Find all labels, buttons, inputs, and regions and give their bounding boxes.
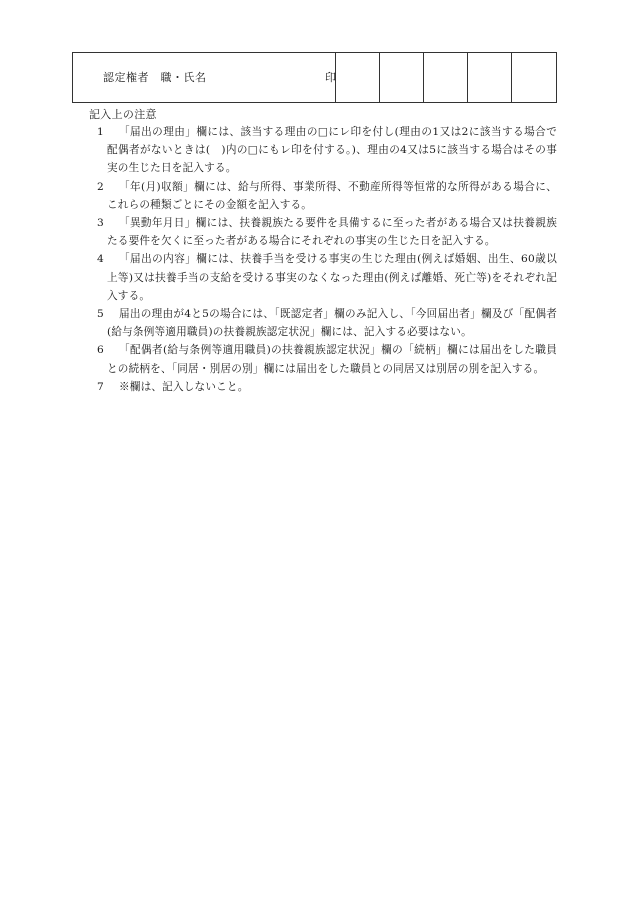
note-item xyxy=(97,214,557,250)
note-number: 4 xyxy=(97,253,104,266)
certifier-cell xyxy=(73,53,336,102)
note-item xyxy=(97,378,557,396)
stamp-box[interactable] xyxy=(468,53,512,102)
note-text: 「年(月)収額」欄には、給与所得、事業所得、不動産所得等恒常的な所得がある場合に、これらの種類ごとにその金額を記入する。 xyxy=(107,180,557,211)
note-number: 5 xyxy=(97,308,104,321)
stamp-box[interactable] xyxy=(512,53,556,102)
certifier-label: 認定権者 職・氏名 xyxy=(103,71,207,84)
notes-list xyxy=(97,123,557,396)
note-number: 6 xyxy=(97,344,104,357)
note-number: 3 xyxy=(97,217,104,230)
note-text: 「届出の理由」欄には、該当する理由の□にレ印を付し(理由の1又は2に該当する場合で配偶者がないときは( )内の□にもレ印を付する。)、理由の4又は5に該当する場合はその事実の生じた日を記入する。 xyxy=(107,126,557,175)
note-text: ※欄は、記入しないこと。 xyxy=(119,380,249,393)
stamp-box[interactable] xyxy=(336,53,380,102)
note-number: 2 xyxy=(97,180,104,193)
note-item xyxy=(97,305,557,341)
note-number: 7 xyxy=(97,380,104,393)
note-text: 「配偶者(給与条例等適用職員)の扶養親族認定状況」欄の「続柄」欄には届出をした職員との続柄を、「同居・別居の別」欄には届出をした職員との同居又は別居の別を記入する。 xyxy=(107,344,557,375)
notes-heading: 記入上の注意 xyxy=(89,108,157,121)
seal-mark: 印 xyxy=(325,71,336,84)
certifier-table xyxy=(72,52,557,103)
stamp-box[interactable] xyxy=(424,53,468,102)
note-item xyxy=(97,341,557,377)
stamp-box[interactable] xyxy=(380,53,424,102)
note-text: 「異動年月日」欄には、扶養親族たる要件を具備するに至った者がある場合又は扶養親族たる要件を欠くに至った者がある場合にそれぞれの事実の生じた日を記入する。 xyxy=(107,217,557,248)
note-item xyxy=(97,250,557,305)
note-item xyxy=(97,178,557,214)
note-text: 届出の理由が4と5の場合には、「既認定者」欄のみ記入し、「今回届出者」欄及び「配偶者(給与条例等適用職員)の扶養親族認定状況」欄には、記入する必要はない。 xyxy=(107,308,557,339)
note-text: 「届出の内容」欄には、扶養手当を受ける事実の生じた理由(例えば婚姻、出生、60歳以上等)又は扶養手当の支給を受ける事実のなくなった理由(例えば離婚、死亡等)をそれぞれ記入する。 xyxy=(107,253,557,302)
note-item xyxy=(97,123,557,178)
note-number: 1 xyxy=(97,126,104,138)
